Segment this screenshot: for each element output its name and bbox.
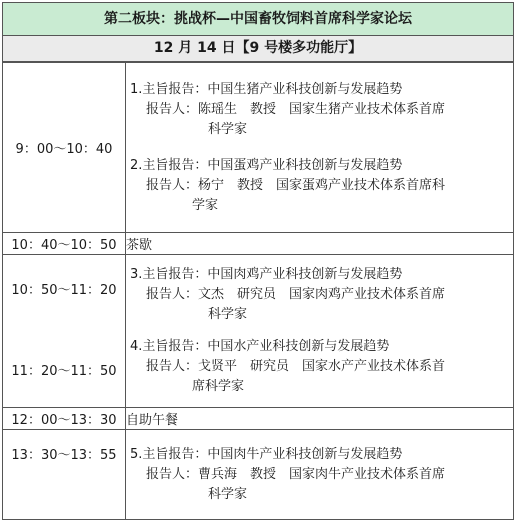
time-cell: 10：40～10：50 [3, 233, 126, 255]
table-row [3, 255, 514, 408]
break-cell: 茶歇 [126, 233, 514, 255]
time-cell: 13：30～13：55 [3, 430, 126, 520]
list-item [126, 445, 513, 505]
report-speaker-cont: 学家 [192, 197, 219, 213]
list-item [126, 80, 513, 140]
table-row [3, 430, 514, 520]
report-topic: 2.主旨报告：中国蛋鸡产业科技创新与发展趋势 [130, 157, 403, 173]
date-venue-line: 12 月 14 日【9 号楼多功能厅】 [2, 36, 514, 62]
time-cell: 12：00～13：30 [3, 408, 126, 430]
report-speaker-cont: 科学家 [208, 486, 248, 502]
report-speaker-cont: 席科学家 [192, 379, 245, 394]
report-topic: 4.主旨报告：中国水产业科技创新与发展趋势 [130, 339, 390, 354]
report-speaker: 报告人：曹兵海 教授 国家肉牛产业技术体系首席 [146, 466, 446, 482]
table-row [3, 63, 514, 233]
report-speaker-cont: 科学家 [208, 307, 248, 322]
report-speaker: 报告人：陈瑶生 教授 国家生猪产业技术体系首席 [146, 101, 446, 117]
report-topic: 3.主旨报告：中国肉鸡产业科技创新与发展趋势 [130, 267, 403, 282]
lunch-cell: 自助午餐 [126, 408, 514, 430]
table-row [3, 233, 514, 255]
report-speaker-cont: 科学家 [208, 121, 248, 137]
content-cell [126, 430, 514, 520]
content-cell [126, 255, 514, 408]
list-item [126, 337, 513, 397]
time-cell-split [3, 255, 126, 408]
report-speaker: 报告人：文杰 研究员 国家肉鸡产业技术体系首席 [146, 287, 446, 302]
report-topic: 1.主旨报告：中国生猪产业科技创新与发展趋势 [130, 81, 403, 97]
list-item [126, 265, 513, 325]
report-speaker: 报告人：戈贤平 研究员 国家水产产业技术体系首 [146, 359, 446, 374]
list-item [126, 156, 513, 216]
time-cell: 9：00～10：40 [3, 63, 126, 233]
time-slot-b: 11：20～11：50 [11, 364, 117, 379]
schedule-table [2, 62, 514, 520]
time-slot-a: 10：50～11：20 [11, 283, 117, 298]
table-row [3, 408, 514, 430]
content-cell [126, 63, 514, 233]
section-title: 第二板块：挑战杯—中国畜牧饲料首席科学家论坛 [2, 2, 514, 36]
report-topic: 5.主旨报告：中国肉牛产业科技创新与发展趋势 [130, 446, 403, 462]
report-speaker: 报告人：杨宁 教授 国家蛋鸡产业技术体系首席科 [146, 177, 446, 193]
